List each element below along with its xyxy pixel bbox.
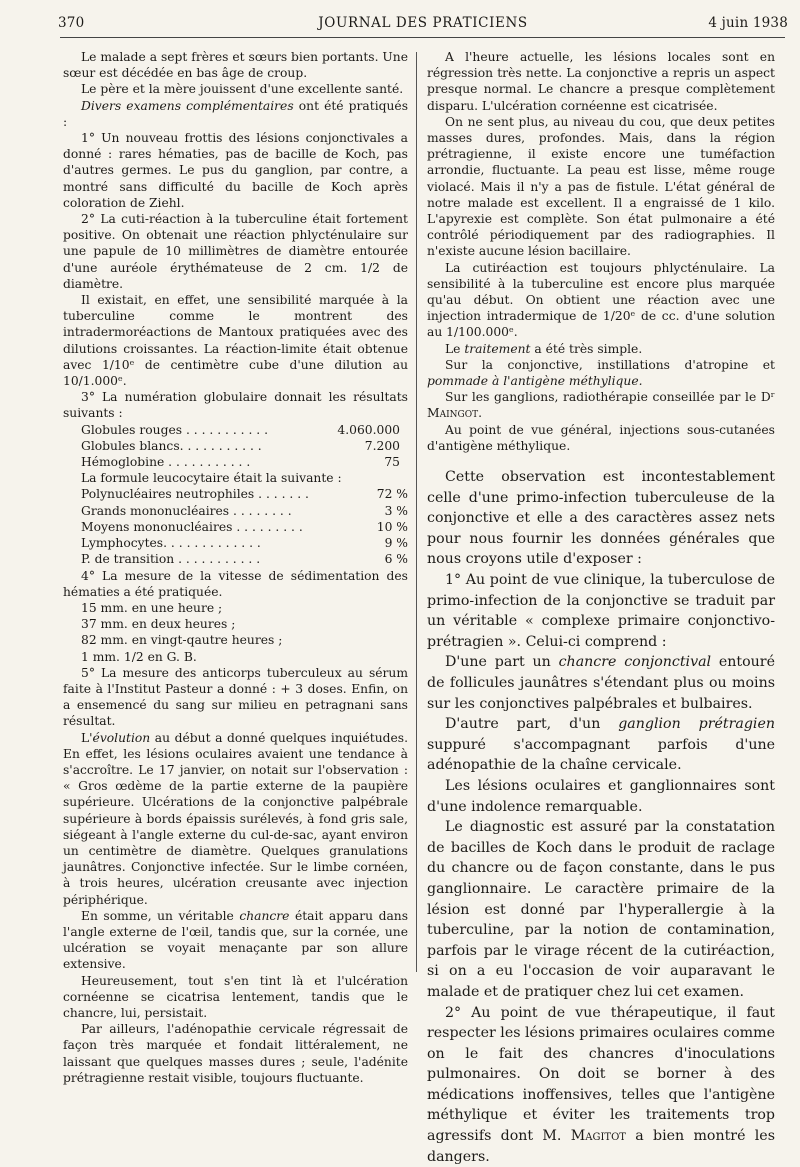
paragraph: D'autre part, d'un ganglion prétragien suppuré s'accompagnant parfois d'une adénopathie de la chaîne cervicale. <box>427 716 775 774</box>
right-column <box>427 49 775 1167</box>
paragraph: Le malade a sept frères et sœurs bien portants. Une sœur est décédée en bas âge de croup. <box>63 50 408 81</box>
paragraph: La cutiréaction est toujours phlycténulaire. La sensibilité à la tuberculine est encore plus marquée qu'au début. On obtient une réaction avec une injection intradermique de 1/20ᵉ de cc. d'une solution au 1/100.000ᵉ. <box>427 260 775 340</box>
list-item: 15 mm. en une heure ; <box>81 600 223 615</box>
paragraph: Sur la conjonctive, instillations d'atropine et pommade à l'antigène méthylique. <box>427 357 775 389</box>
header-rule <box>60 37 785 38</box>
spacer <box>427 454 775 467</box>
paragraph: Cette observation est incontestablement celle d'une primo-infection tuberculeuse de la conjonctive et elle a des caractères assez nets pour nous fournir les données générales que nous croyons utile d'exposer : <box>427 469 775 568</box>
paragraph: L'évolution au début a donné quelques inquiétudes. En effet, les lésions oculaires avaient une tendance à s'accroître. Le 17 janvier, on notait sur l'observation : « Gros œdème de la partie externe de la paupière supérieure. Ulcérations de la conjonctive palpébrale supérieure à bords épaissis surélevés, à fond gris sale, siégeant à l'angle externe du cul-de-sac, ayant environ un centimètre de diamètre. Quelques granulations jaunâtres. Conjonctive infectée. Sur le limbe cornéen, à trois heures, ulcération creusante avec injection périphérique. <box>63 730 408 907</box>
table-row: Moyens mononucléaires . . . . . . . . . 10 % <box>81 519 408 534</box>
paragraph: Le traitement a été très simple. <box>445 341 643 356</box>
page-number: 370 <box>58 15 85 31</box>
paragraph: La formule leucocytaire était la suivante : <box>81 471 342 486</box>
paragraph: Sur les ganglions, radiothérapie conseillée par le Dʳ Maingot. <box>427 390 775 421</box>
paragraph: 3° La numération globulaire donnait les résultats suivants : <box>63 390 408 421</box>
paragraph: Les lésions oculaires et ganglionnaires sont d'une indolence remarquable. <box>427 777 775 815</box>
paragraph: 1° Au point de vue clinique, la tuberculose de primo-infection de la conjonctive se traduit par un véritable « complexe primaire conjonctivo-prétragien ». Celui-ci comprend : <box>427 572 775 650</box>
column-divider <box>416 52 417 972</box>
paragraph: Heureusement, tout s'en tint là et l'ulcération cornéenne se cicatrisa lentement, tandis que le chancre, lui, persistait. <box>63 973 408 1020</box>
table-row: Grands mononucléaires . . . . . . . . 3 % <box>81 503 408 518</box>
paragraph: 2° La cuti-réaction à la tuberculine était fortement positive. On obtenait une réaction phlycténulaire sur une papule de 10 millimètres de diamètre entourée d'une auréole érythémateuse de 2 cm. 1/2 de diamètre. <box>63 212 408 291</box>
paragraph: D'une part un chancre conjonctival entouré de follicules jaunâtres s'étendant plus ou moins sur les conjonctives palpébrales et bulbaires. <box>427 654 775 712</box>
paragraph: 2° Au point de vue thérapeutique, il faut respecter les lésions primaires oculaires comme on le fait des chancres d'inoculations pulmonaires. On doit se borner à des médications inoffensives, telles que l'antigène méthylique et éviter les traitements trop agressifs dont M. Magitot a bien montré les dangers. <box>427 1004 775 1165</box>
table-row: Lymphocytes. . . . . . . . . . . . . 9 % <box>81 536 408 551</box>
list-item: 1 mm. 1/2 en G. B. <box>81 649 197 664</box>
table-row: P. de transition . . . . . . . . . . . 6 % <box>81 552 408 567</box>
paragraph: 5° La mesure des anticorps tuberculeux au sérum faite à l'Institut Pasteur a donné : + 3 doses. Enfin, on a ensemencé du sang sur milieu en petragnani sans résultat. <box>63 665 408 729</box>
paragraph: En somme, un véritable chancre était apparu dans l'angle externe de l'œil, tandis que, sur la cornée, une ulcération se voyait menaçante par son allure extensive. <box>63 908 409 972</box>
blood-count-table <box>63 422 408 471</box>
italic-heading: Divers examens complémentaires <box>81 98 294 113</box>
paragraph: On ne sent plus, au niveau du cou, que deux petites masses dures, profondes. Mais, dans la région prétragienne, il existe encore une tuméfaction arrondie, fluctuante. La peau est lisse, même rouge violacé. Mais il n'y a pas de fistule. L'état général de notre malade est excellent. Il a engraissé de 1 kilo. L'apyrexie est complète. Son état pulmonaire a été contrôlé périodiquement par des radiographies. Il n'existe aucune lésion bacillaire. <box>427 114 775 259</box>
list-item: 82 mm. en vingt-qautre heures ; <box>81 633 283 648</box>
leukocyte-formula-table <box>63 486 408 567</box>
table-row: Globules rouges . . . . . . . . . . . 4.060.000 <box>81 422 400 437</box>
page-header <box>58 15 788 37</box>
paragraph: 4° La mesure de la vitesse de sédimentation des hématies a été pratiquée. <box>63 568 408 599</box>
paragraph: 1° Un nouveau frottis des lésions conjonctivales a donné : rares hématies, pas de bacille de Koch, pas d'autres germes. Le pus du ganglion, par contre, a montré sans difficulté du bacille de Koch après coloration de Ziehl. <box>63 131 408 210</box>
paragraph: Par ailleurs, l'adénopathie cervicale régressait de façon très marquée et fondait littéralement, ne laissant que quelques masses dures ; seule, l'adénite prétragienne restait visible, toujours fluctuante. <box>63 1022 408 1085</box>
journal-title: JOURNAL DES PRATICIENS <box>318 15 528 31</box>
paragraph: Il existait, en effet, une sensibilité marquée à la tuberculine comme le montrent des intradermoréactions de Mantoux pratiquées avec des dilutions croissantes. La réaction-limite était obtenue avec 1/10ᵉ de centimètre cube d'une dilution au 10/1.000ᵉ. <box>63 293 408 389</box>
paragraph: Divers examens complémentaires ont été pratiqués : <box>63 98 409 129</box>
paragraph: A l'heure actuelle, les lésions locales sont en régression très nette. La conjonctive a repris un aspect presque normal. Le chancre a presque complètement disparu. L'ulcération cornéenne est cicatrisée. <box>427 50 775 113</box>
issue-date: 4 juin 1938 <box>708 15 788 31</box>
list-item: 37 mm. en deux heures ; <box>81 617 236 632</box>
paragraph: Au point de vue général, injections sous-cutanées d'antigène méthylique. <box>427 422 775 453</box>
left-column <box>63 49 408 1086</box>
table-row: Hémoglobine . . . . . . . . . . . 75 <box>81 455 400 470</box>
paragraph: Le père et la mère jouissent d'une excellente santé. <box>81 82 404 97</box>
table-row: Polynucléaires neutrophiles . . . . . . . 72 % <box>81 487 408 502</box>
table-row: Globules blancs. . . . . . . . . . . 7.200 <box>81 438 400 453</box>
paragraph: Le diagnostic est assuré par la constatation de bacilles de Koch dans le produit de raclage du chancre ou de façon constante, dans le pus ganglionnaire. Le caractère primaire de la lésion est donné par l'hyperallergie à la tuberculine, par la notion de contamination, parfois par le virage récent de la cutiréaction, si on a eu l'occasion de voir auparavant le malade et de pratiquer chez lui cet examen. <box>427 819 775 1000</box>
